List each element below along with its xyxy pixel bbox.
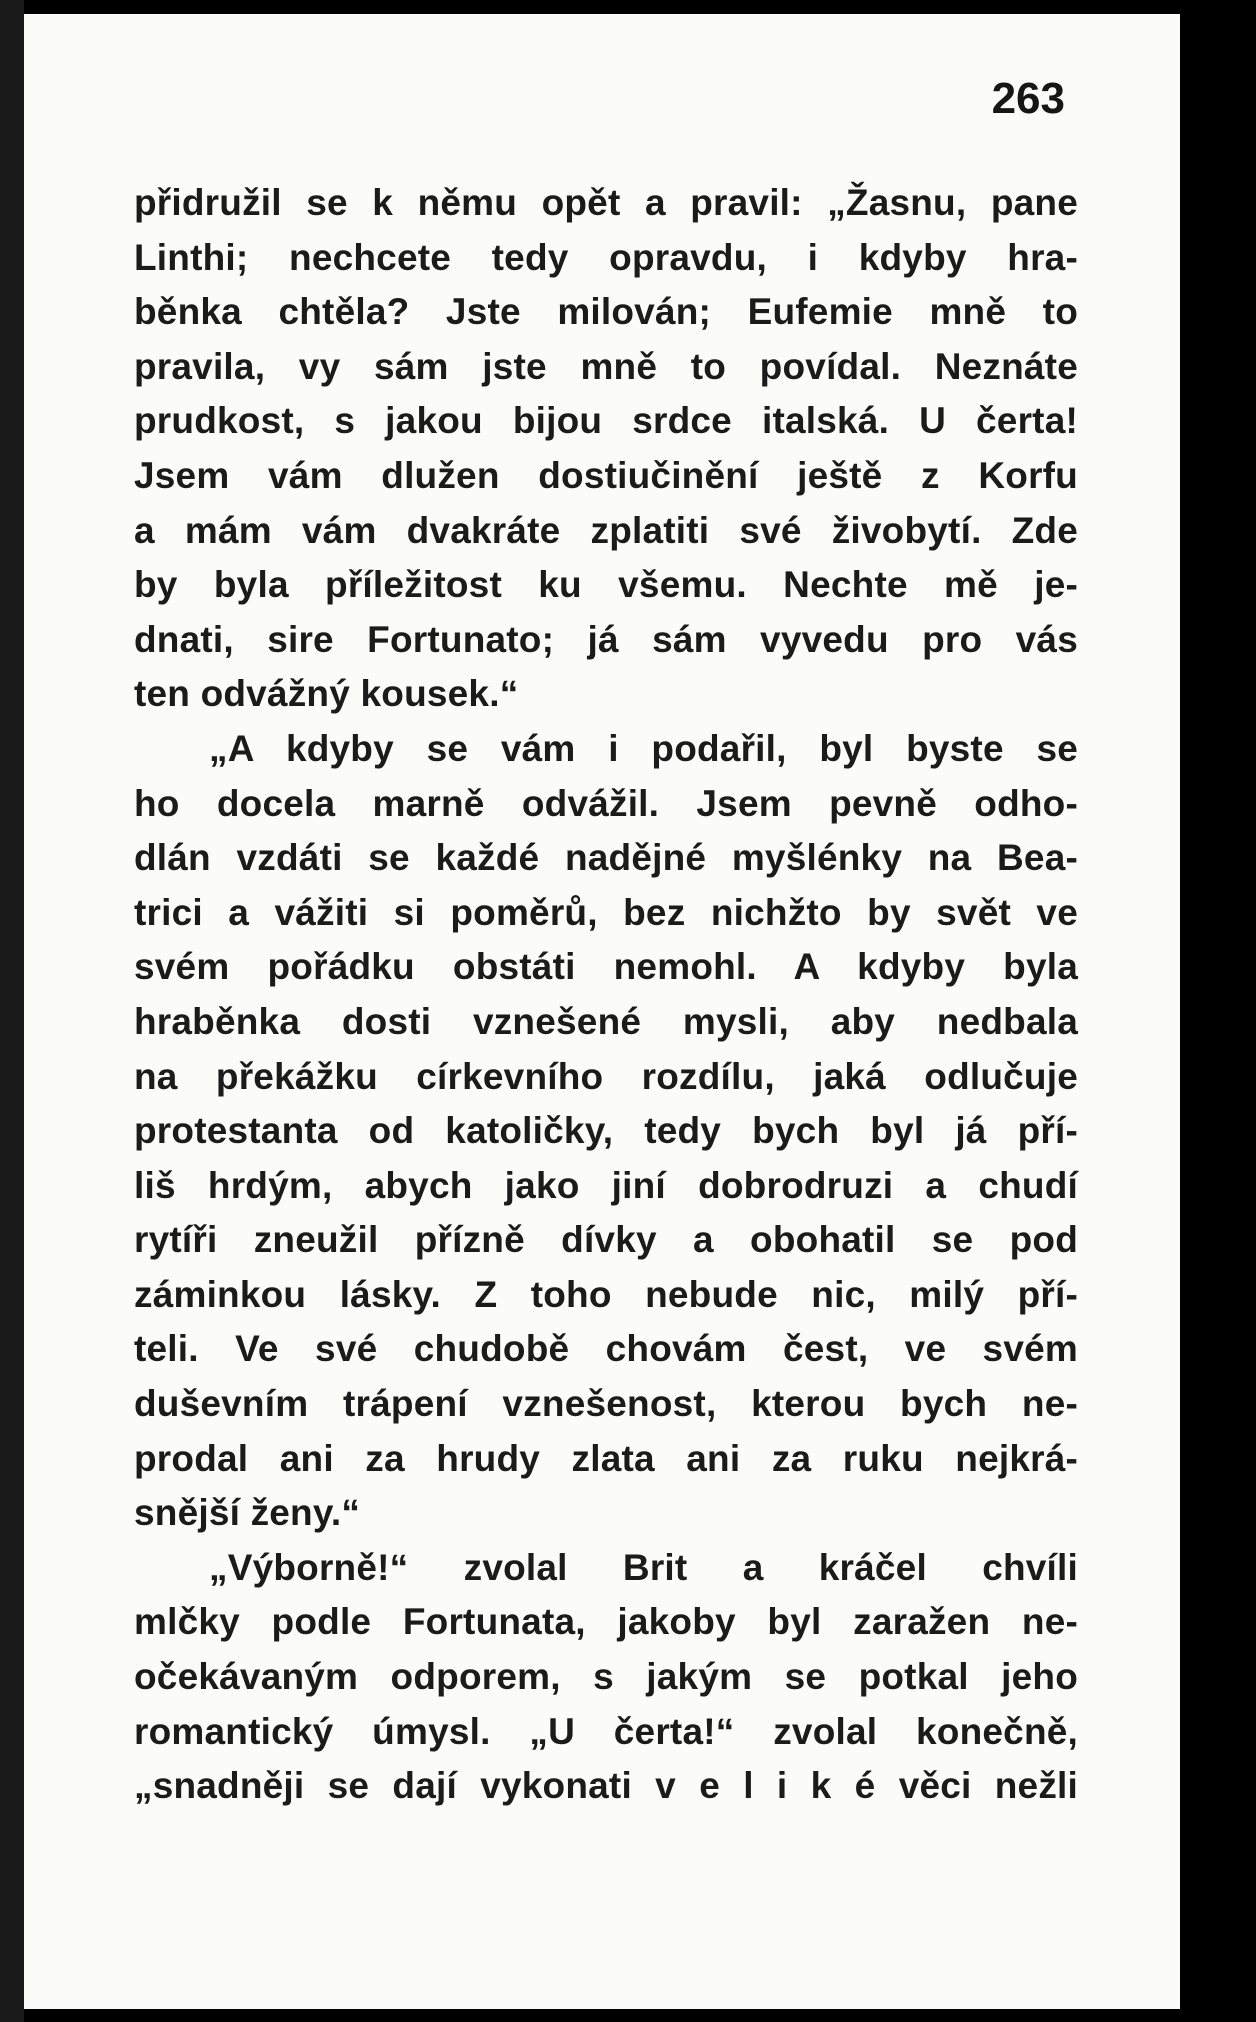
text-line: by byla příležitost ku všemu. Nechte mě je- — [134, 564, 1078, 606]
text-line: Linthi; nechcete tedy opravdu, i kdyby hra- — [134, 236, 1078, 278]
text-line: liš hrdým, abych jako jiní dobrodruzi a chudí — [134, 1164, 1078, 1206]
text-line: očekávaným odporem, s jakým se potkal jeho — [134, 1656, 1078, 1698]
text-line: rytíři zneužil přízně dívky a obohatil se pod — [134, 1219, 1078, 1261]
right-scan-margin — [1180, 0, 1256, 2022]
text-line: dnati, sire Fortunato; já sám vyvedu pro vás — [134, 618, 1078, 660]
text-line: dlán vzdáti se každé nadějné myšlénky na Bea- — [134, 837, 1078, 879]
text-line: hraběnka dosti vznešené mysli, aby nedbala — [134, 1000, 1078, 1042]
text-line: prodal ani za hrudy zlata ani za ruku nejkrá- — [134, 1437, 1078, 1479]
book-page — [24, 14, 1180, 2009]
page-number: 263 — [991, 74, 1065, 123]
text-line: pravila, vy sám jste mně to povídal. Neznáte — [134, 345, 1078, 387]
text-line: mlčky podle Fortunata, jakoby byl zaražen ne- — [134, 1601, 1078, 1643]
text-line: Jsem vám dlužen dostiučinění ještě z Korfu — [134, 454, 1078, 496]
text-line: běnka chtěla? Jste milován; Eufemie mně to — [134, 291, 1078, 333]
text-line: teli. Ve své chudobě chovám čest, ve svém — [134, 1328, 1078, 1370]
text-line-paragraph-start: „Výborně!“ zvolal Brit a kráčel chvíli — [209, 1546, 1078, 1588]
text-line: duševním trápení vznešenost, kterou bych ne- — [134, 1383, 1078, 1425]
text-line: a mám vám dvakráte zplatiti své živobytí. Zde — [134, 509, 1078, 551]
text-line: záminkou lásky. Z toho nebude nic, milý pří- — [134, 1273, 1078, 1315]
left-page-edge — [0, 0, 24, 2022]
text-line: ho docela marně odvážil. Jsem pevně odho- — [134, 782, 1078, 824]
text-line: protestanta od katoličky, tedy bych byl já pří- — [134, 1110, 1078, 1152]
text-line: trici a vážiti si poměrů, bez nichžto by svět ve — [134, 891, 1078, 933]
text-line-paragraph-start: „A kdyby se vám i podařil, byl byste se — [209, 727, 1078, 769]
body-text — [134, 176, 1078, 1814]
text-line: romantický úmysl. „U čerta!“ zvolal konečně, — [134, 1710, 1078, 1752]
text-line: „snadněji se dají vykonati v e l i k é věci nežli — [134, 1765, 1078, 1807]
text-line: prudkost, s jakou bijou srdce italská. U čerta! — [134, 400, 1078, 442]
text-line: přidružil se k němu opět a pravil: „Žasnu, pane — [134, 182, 1078, 223]
text-line-paragraph-end: snější ženy.“ — [134, 1492, 361, 1534]
text-line: na překážku církevního rozdílu, jaká odlučuje — [134, 1055, 1078, 1097]
text-line: svém pořádku obstáti nemohl. A kdyby byla — [134, 946, 1078, 988]
text-line-paragraph-end: ten odvážný kousek.“ — [134, 673, 519, 715]
